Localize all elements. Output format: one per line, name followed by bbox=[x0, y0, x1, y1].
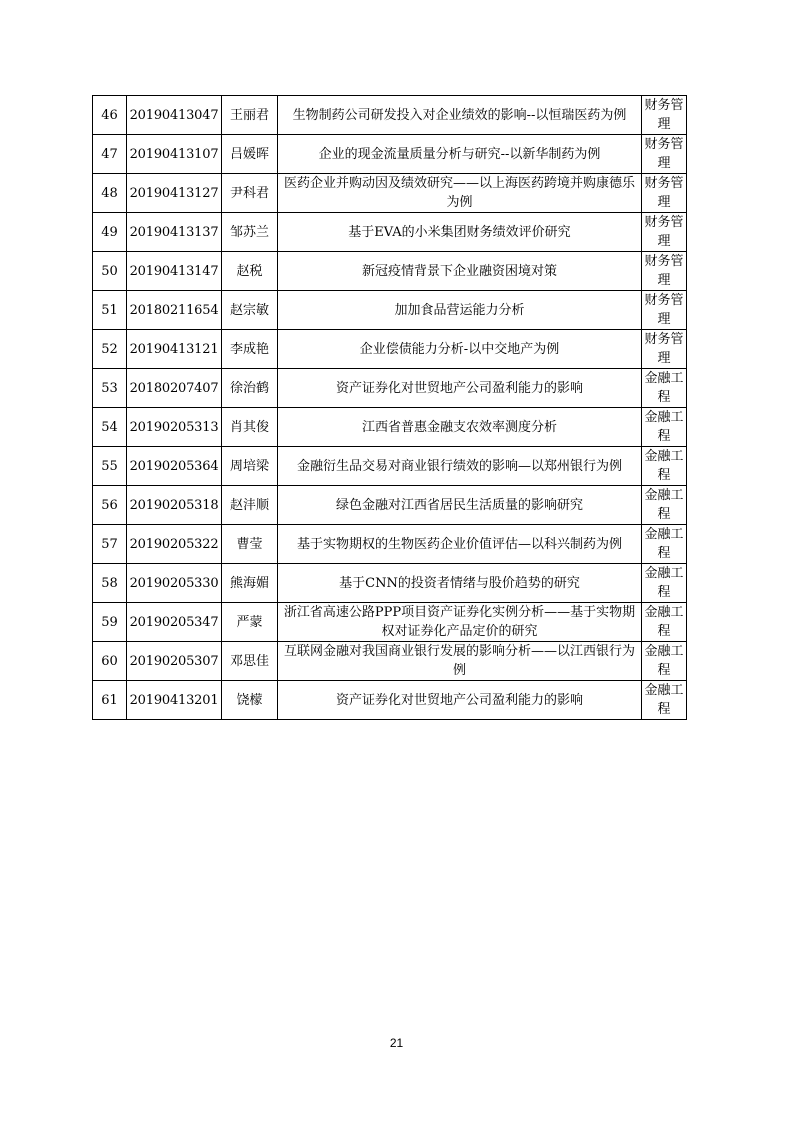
student-name-cell: 李成艳 bbox=[222, 330, 278, 369]
student-id-cell: 20180207407 bbox=[127, 369, 222, 408]
thesis-title-cell: 互联网金融对我国商业银行发展的影响分析——以江西银行为例 bbox=[278, 642, 642, 681]
thesis-title-cell: 企业的现金流量质量分析与研究--以新华制药为例 bbox=[278, 135, 642, 174]
thesis-title-cell: 企业偿债能力分析-以中交地产为例 bbox=[278, 330, 642, 369]
thesis-title-cell: 生物制药公司研发投入对企业绩效的影响--以恒瑞医药为例 bbox=[278, 96, 642, 135]
thesis-title-cell: 基于EVA的小米集团财务绩效评价研究 bbox=[278, 213, 642, 252]
row-number-cell: 55 bbox=[93, 447, 127, 486]
row-number-cell: 54 bbox=[93, 408, 127, 447]
student-id-cell: 20190413147 bbox=[127, 252, 222, 291]
major-cell: 金融工程 bbox=[642, 525, 687, 564]
thesis-title-cell: 资产证券化对世贸地产公司盈利能力的影响 bbox=[278, 681, 642, 720]
thesis-title-cell: 基于实物期权的生物医药企业价值评估—以科兴制药为例 bbox=[278, 525, 642, 564]
major-cell: 金融工程 bbox=[642, 642, 687, 681]
row-number-cell: 49 bbox=[93, 213, 127, 252]
student-id-cell: 20190205313 bbox=[127, 408, 222, 447]
row-number-cell: 58 bbox=[93, 564, 127, 603]
student-name-cell: 赵税 bbox=[222, 252, 278, 291]
major-cell: 财务管理 bbox=[642, 252, 687, 291]
table-row bbox=[93, 291, 687, 330]
major-cell: 财务管理 bbox=[642, 330, 687, 369]
thesis-title-cell: 新冠疫情背景下企业融资困境对策 bbox=[278, 252, 642, 291]
row-number-cell: 57 bbox=[93, 525, 127, 564]
table-row bbox=[93, 369, 687, 408]
student-id-cell: 20180211654 bbox=[127, 291, 222, 330]
thesis-title-cell: 加加食品营运能力分析 bbox=[278, 291, 642, 330]
thesis-title-cell: 医药企业并购动因及绩效研究——以上海医药跨境并购康德乐为例 bbox=[278, 174, 642, 213]
table-row bbox=[93, 486, 687, 525]
student-name-cell: 王丽君 bbox=[222, 96, 278, 135]
student-id-cell: 20190205347 bbox=[127, 603, 222, 642]
student-name-cell: 熊海媚 bbox=[222, 564, 278, 603]
thesis-table-body bbox=[93, 96, 687, 720]
row-number-cell: 51 bbox=[93, 291, 127, 330]
row-number-cell: 56 bbox=[93, 486, 127, 525]
table-row bbox=[93, 642, 687, 681]
thesis-title-cell: 金融衍生品交易对商业银行绩效的影响—以郑州银行为例 bbox=[278, 447, 642, 486]
table-row bbox=[93, 213, 687, 252]
student-name-cell: 肖其俊 bbox=[222, 408, 278, 447]
thesis-table bbox=[92, 95, 687, 720]
student-name-cell: 徐治鹤 bbox=[222, 369, 278, 408]
thesis-title-cell: 江西省普惠金融支农效率测度分析 bbox=[278, 408, 642, 447]
table-row bbox=[93, 525, 687, 564]
table-row bbox=[93, 564, 687, 603]
table-row bbox=[93, 681, 687, 720]
table-row bbox=[93, 330, 687, 369]
table-row bbox=[93, 603, 687, 642]
student-id-cell: 20190413137 bbox=[127, 213, 222, 252]
table-row bbox=[93, 96, 687, 135]
student-id-cell: 20190205307 bbox=[127, 642, 222, 681]
student-id-cell: 20190413047 bbox=[127, 96, 222, 135]
thesis-title-cell: 资产证券化对世贸地产公司盈利能力的影响 bbox=[278, 369, 642, 408]
student-name-cell: 饶檬 bbox=[222, 681, 278, 720]
major-cell: 金融工程 bbox=[642, 408, 687, 447]
student-name-cell: 严蒙 bbox=[222, 603, 278, 642]
row-number-cell: 61 bbox=[93, 681, 127, 720]
major-cell: 财务管理 bbox=[642, 96, 687, 135]
row-number-cell: 60 bbox=[93, 642, 127, 681]
student-name-cell: 尹科君 bbox=[222, 174, 278, 213]
student-id-cell: 20190205318 bbox=[127, 486, 222, 525]
student-id-cell: 20190205364 bbox=[127, 447, 222, 486]
student-name-cell: 邹苏兰 bbox=[222, 213, 278, 252]
row-number-cell: 59 bbox=[93, 603, 127, 642]
page-number: 21 bbox=[389, 1036, 404, 1050]
thesis-title-cell: 基于CNN的投资者情绪与股价趋势的研究 bbox=[278, 564, 642, 603]
table-row bbox=[93, 447, 687, 486]
table-row bbox=[93, 174, 687, 213]
major-cell: 金融工程 bbox=[642, 486, 687, 525]
major-cell: 金融工程 bbox=[642, 603, 687, 642]
student-name-cell: 周培梁 bbox=[222, 447, 278, 486]
student-id-cell: 20190413127 bbox=[127, 174, 222, 213]
major-cell: 金融工程 bbox=[642, 564, 687, 603]
student-id-cell: 20190205322 bbox=[127, 525, 222, 564]
row-number-cell: 50 bbox=[93, 252, 127, 291]
major-cell: 财务管理 bbox=[642, 291, 687, 330]
student-name-cell: 赵宗敏 bbox=[222, 291, 278, 330]
student-name-cell: 曹莹 bbox=[222, 525, 278, 564]
table-row bbox=[93, 135, 687, 174]
thesis-title-cell: 浙江省高速公路PPP项目资产证券化实例分析——基于实物期权对证券化产品定价的研究 bbox=[278, 603, 642, 642]
major-cell: 财务管理 bbox=[642, 174, 687, 213]
student-name-cell: 邓思佳 bbox=[222, 642, 278, 681]
table-row bbox=[93, 252, 687, 291]
student-id-cell: 20190205330 bbox=[127, 564, 222, 603]
table-row bbox=[93, 408, 687, 447]
row-number-cell: 53 bbox=[93, 369, 127, 408]
major-cell: 金融工程 bbox=[642, 369, 687, 408]
student-id-cell: 20190413201 bbox=[127, 681, 222, 720]
major-cell: 财务管理 bbox=[642, 135, 687, 174]
major-cell: 金融工程 bbox=[642, 447, 687, 486]
major-cell: 金融工程 bbox=[642, 681, 687, 720]
student-name-cell: 吕媛晖 bbox=[222, 135, 278, 174]
row-number-cell: 48 bbox=[93, 174, 127, 213]
student-id-cell: 20190413121 bbox=[127, 330, 222, 369]
student-id-cell: 20190413107 bbox=[127, 135, 222, 174]
major-cell: 财务管理 bbox=[642, 213, 687, 252]
thesis-title-cell: 绿色金融对江西省居民生活质量的影响研究 bbox=[278, 486, 642, 525]
student-name-cell: 赵沣顺 bbox=[222, 486, 278, 525]
row-number-cell: 52 bbox=[93, 330, 127, 369]
row-number-cell: 47 bbox=[93, 135, 127, 174]
row-number-cell: 46 bbox=[93, 96, 127, 135]
